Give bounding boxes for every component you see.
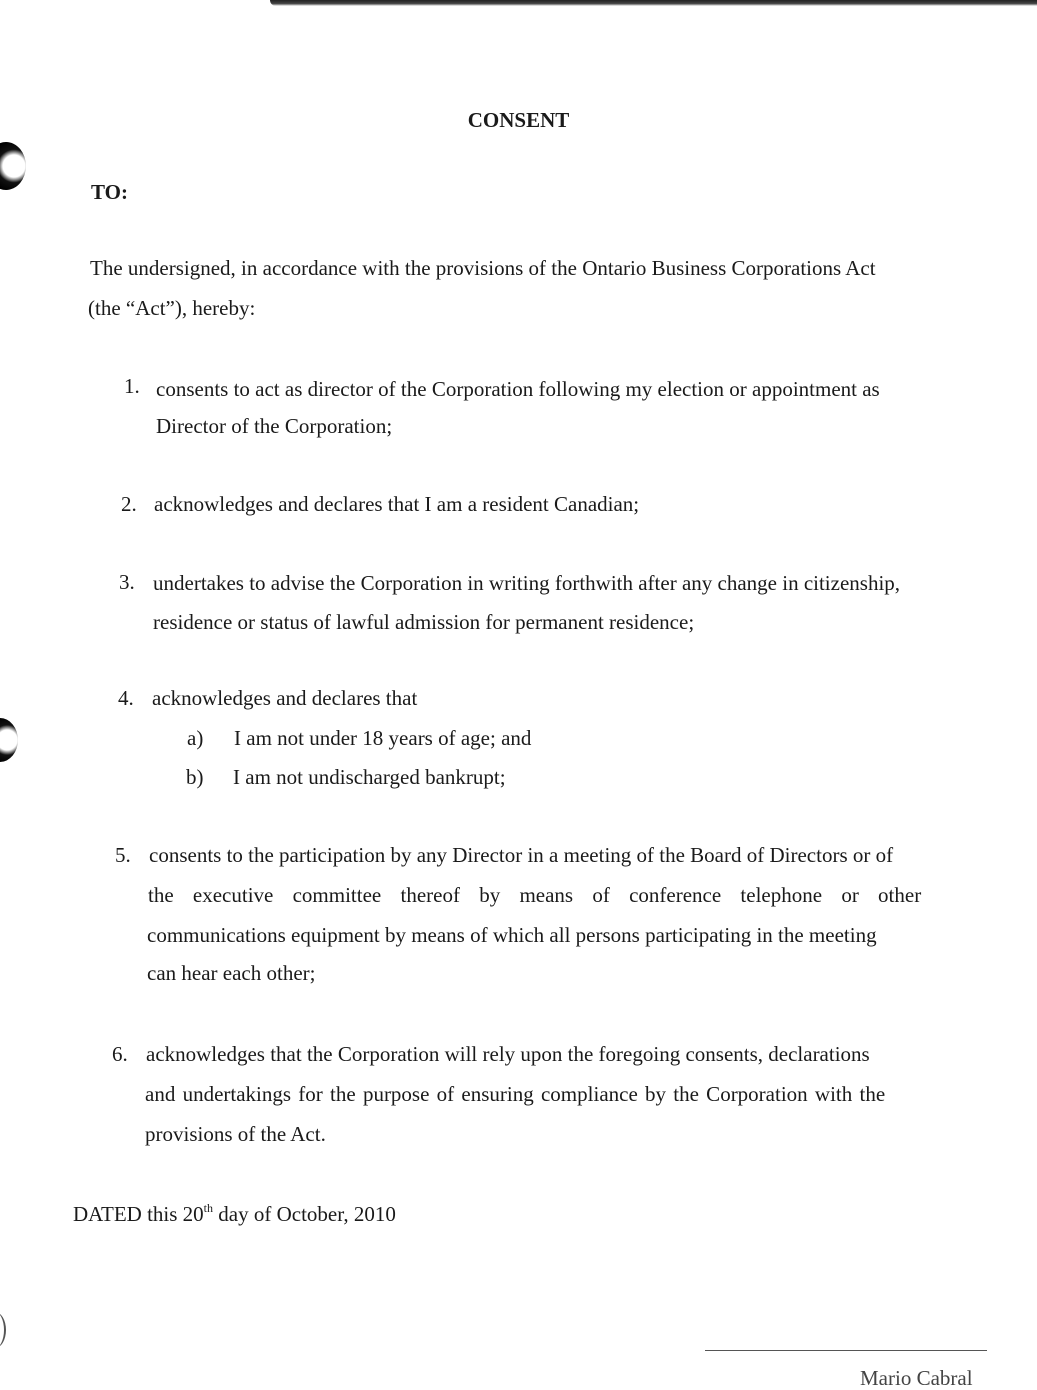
item-1-line-1: consents to act as director of the Corporation following my election or appointment as	[156, 377, 880, 401]
item-5-line-2: the executive committee thereof by means of conference telephone or other	[148, 883, 922, 907]
dated-ordinal-suffix: th	[203, 1201, 214, 1215]
item-number: 2.	[121, 492, 137, 516]
item-5-line-4: can hear each other;	[147, 961, 316, 985]
dated-prefix: DATED this 20	[73, 1202, 204, 1226]
subitem-a-text: I am not under 18 years of age; and	[234, 726, 532, 750]
item-4-line-1: acknowledges and declares that	[152, 686, 418, 710]
intro-line-2: (the “Act”), hereby:	[88, 296, 256, 320]
item-1-line-2: Director of the Corporation;	[156, 414, 393, 438]
item-3-line-1: undertakes to advise the Corporation in writing forthwith after any change in citizenship,	[153, 571, 901, 595]
item-3-line-2: residence or status of lawful admission for permanent residence;	[153, 610, 695, 634]
item-number: 6.	[112, 1042, 128, 1066]
item-number: 4.	[118, 686, 134, 710]
item-6-line-1: acknowledges that the Corporation will rely upon the foregoing consents, declarations	[146, 1042, 870, 1066]
binder-hole-bottom	[0, 1312, 6, 1348]
page-edge-shadow	[270, 0, 1037, 6]
item-number: 3.	[119, 570, 135, 594]
subitem-b-text: I am not undischarged bankrupt;	[233, 765, 506, 789]
binder-hole-middle	[0, 718, 18, 762]
item-6-line-2: and undertakings for the purpose of ensuring compliance by the Corporation with the	[145, 1082, 886, 1106]
item-number: 1.	[124, 374, 140, 398]
subitem-letter: b)	[186, 765, 204, 789]
item-2-line-1: acknowledges and declares that I am a resident Canadian;	[154, 492, 640, 516]
item-6-line-3: provisions of the Act.	[145, 1122, 326, 1146]
to-label: TO:	[91, 180, 128, 204]
signature-line	[705, 1350, 987, 1351]
intro-line-1: The undersigned, in accordance with the provisions of the Ontario Business Corporations Act	[90, 256, 876, 280]
binder-hole-top	[0, 142, 26, 190]
dated-rest: day of October, 2010	[213, 1202, 396, 1226]
item-number: 5.	[115, 843, 131, 867]
subitem-letter: a)	[187, 726, 204, 750]
signatory-name: Mario Cabral	[860, 1366, 973, 1390]
dated-line	[73, 1201, 396, 1226]
item-5-line-3: communications equipment by means of which all persons participating in the meeting	[147, 923, 877, 947]
item-5-line-1: consents to the participation by any Director in a meeting of the Board of Directors or of	[149, 843, 894, 867]
document-title: CONSENT	[467, 108, 570, 132]
